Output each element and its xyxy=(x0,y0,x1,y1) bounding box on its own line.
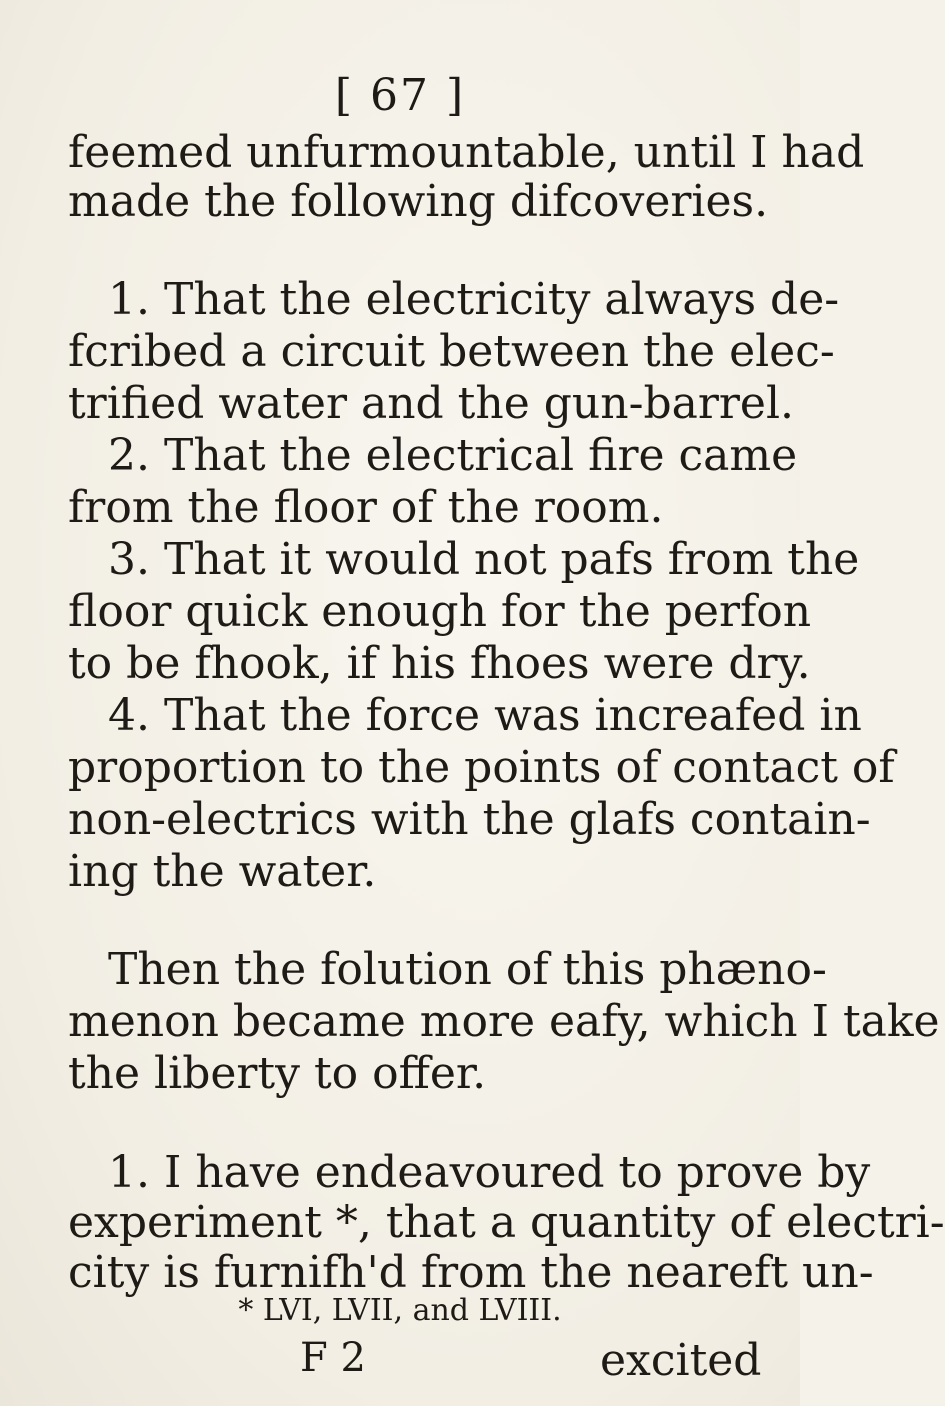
text-line-15: Then the folution of this phæno- xyxy=(108,944,827,995)
text-line-3: 1. That the electricity always de- xyxy=(108,274,840,325)
text-line-12: proportion to the points of contact of xyxy=(68,742,895,793)
catchword: excited xyxy=(600,1335,762,1386)
text-line-2: made the following difcoveries. xyxy=(68,176,769,227)
text-line-6: 2. That the electrical fire came xyxy=(108,430,798,481)
signature-mark: F 2 xyxy=(300,1335,366,1381)
text-line-13: non-electrics with the glafs contain- xyxy=(68,794,871,845)
text-line-9: floor quick enough for the perfon xyxy=(68,586,812,637)
text-line-10: to be fhook, if his fhoes were dry. xyxy=(68,638,811,689)
text-line-7: from the floor of the room. xyxy=(68,482,664,533)
text-line-16: menon became more eafy, which I take xyxy=(68,996,940,1047)
text-line-20: city is furnifh'd from the neareft un- xyxy=(68,1247,874,1298)
footnote: * LVI, LVII, and LVIII. xyxy=(238,1293,562,1328)
text-line-1: feemed unfurmountable, until I had xyxy=(68,127,865,178)
text-line-5: trified water and the gun-barrel. xyxy=(68,378,794,429)
page-number: [ 67 ] xyxy=(334,70,466,121)
text-line-8: 3. That it would not pafs from the xyxy=(108,534,860,585)
text-line-19: experiment *, that a quantity of electri- xyxy=(68,1197,945,1248)
text-line-11: 4. That the force was increafed in xyxy=(108,690,862,741)
text-line-17: the liberty to offer. xyxy=(68,1048,487,1099)
text-line-18: 1. I have endeavoured to prove by xyxy=(108,1147,871,1198)
text-line-4: fcribed a circuit between the elec- xyxy=(68,326,835,377)
text-line-14: ing the water. xyxy=(68,846,377,897)
